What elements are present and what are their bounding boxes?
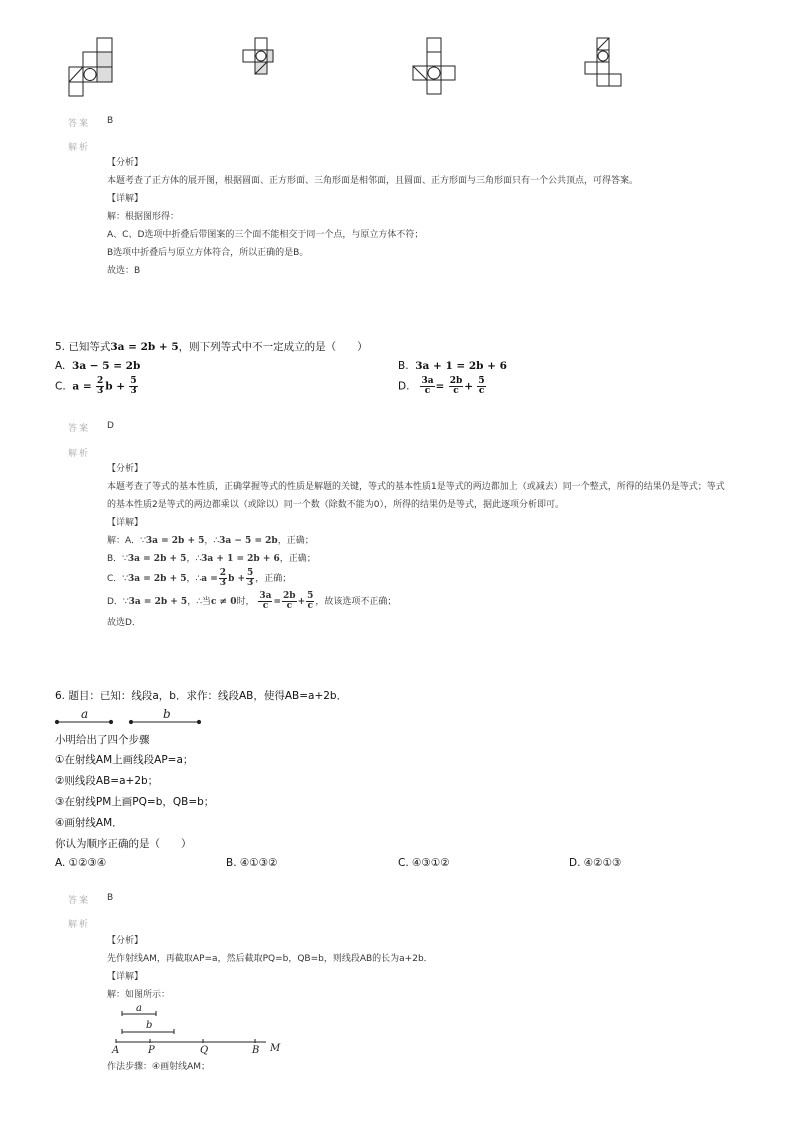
fenxi-text: 本题考查了正方体的展开图，根据圆面、正方形面、三角形面是相邻面，且圆面、正方形面与三角形面只有一个公共顶点，可得答案。 <box>107 176 639 186</box>
q6-step: ①在射线AM上画线段AP=a； <box>55 754 194 766</box>
q6-stem: 6. 题目：已知：线段a，b．求作：线段AB，使得AB=a+2b． <box>55 690 348 702</box>
solution-line-b: B．∵3a = 2b + 5，∴3a + 1 = 2b + 6，正确； <box>107 554 316 564</box>
cube-net-b <box>240 36 276 80</box>
solution-line: 故选：B <box>107 266 141 276</box>
fig-point-Q: Q <box>200 1045 209 1056</box>
segment-a-label: a <box>81 707 89 721</box>
q6-question: 你认为顺序正确的是（ ） <box>55 838 192 850</box>
q6-option-d[interactable]: D. ④②①③ <box>569 857 622 869</box>
fenxi-heading: 【分析】 <box>107 936 144 946</box>
conclusion: 故选D． <box>107 618 141 628</box>
solution-line: B选项中折叠后与原立方体符合，所以正确的是B。 <box>107 248 309 258</box>
solution-line-d: D．∵3a = 2b + 5，∴当c ≠ 0时， $\frac{3a}{c}$ = $\frac{2b}{c}$ + $\frac{5}{c}$ ，故该选项不正确； <box>107 591 397 611</box>
q6-last <box>107 1058 727 1076</box>
q6-option-c[interactable]: C. ④③①② <box>398 857 450 869</box>
fig-point-A: A <box>112 1045 120 1056</box>
fenxi-heading: 【分析】 <box>107 158 144 168</box>
analysis-label: 解析 <box>68 449 91 459</box>
xiangjie-heading: 【详解】 <box>107 972 144 982</box>
fenxi-heading: 【分析】 <box>107 464 144 474</box>
answer-value: B <box>107 116 114 126</box>
fig-label-a: a <box>136 1003 142 1014</box>
fenxi-text: 本题考查了等式的基本性质，正确掌握等式的性质是解题的关键，等式的基本性质1是等式的两边都加上（或减去）同一个整式，所得的结果仍是等式；等式的基本性质2是等式的两边都乘以（或除以）同一个数（除数不能为0），所得的结果仍是等式，据此逐项分析即可。 <box>107 482 725 510</box>
cube-net-a <box>66 36 116 98</box>
answer-value: B <box>107 893 114 903</box>
q6-option-a[interactable]: A. ①②③④ <box>55 857 107 869</box>
xiangjie-heading: 【详解】 <box>107 518 144 528</box>
segment-b-label: b <box>163 707 171 721</box>
q6-analysis <box>107 932 727 1004</box>
solution-line-c: C．∵3a = 2b + 5，∴a = $\frac{2}{3}$ b + $\frac{5}{3}$ ，正确； <box>107 568 292 588</box>
fig-point-P: P <box>148 1045 155 1056</box>
q5-option-c[interactable]: C. a = $\frac{2}{3}$ b + $\frac{5}{3}$ <box>55 376 137 396</box>
cube-net-c <box>409 36 459 98</box>
answer-label: 答案 <box>68 119 91 129</box>
segments-a-b <box>53 707 213 729</box>
q5-option-a[interactable]: A. 3a − 5 = 2b <box>55 360 141 372</box>
analysis-label: 解析 <box>68 920 91 930</box>
q4-analysis <box>107 154 727 280</box>
xiangjie-heading: 【详解】 <box>107 194 144 204</box>
cube-net-d <box>583 36 623 90</box>
q6-intro: 小明给出了四个步骤 <box>55 734 150 746</box>
answer-value: D <box>107 421 114 431</box>
solution-line: A、C、D选项中折叠后带图案的三个面不能相交于同一个点，与原立方体不符； <box>107 230 424 240</box>
analysis-label: 解析 <box>68 143 91 153</box>
fig-point-M: M <box>270 1043 281 1054</box>
q6-step: ③在射线PM上画PQ=b，QB=b； <box>55 796 215 808</box>
q5-option-d[interactable]: D. $\frac{3a}{c}$ = $\frac{2b}{c}$ + $\frac{5}{c}$ <box>398 376 485 396</box>
construction-figure <box>106 1002 296 1056</box>
answer-label: 答案 <box>68 896 91 906</box>
figure-intro: 解：如图所示： <box>107 990 171 1000</box>
solution-line: 解：根据图形得： <box>107 212 180 222</box>
q5-analysis <box>107 460 727 632</box>
answer-label: 答案 <box>68 424 91 434</box>
solution-line-a: 解：A．∵3a = 2b + 5，∴3a − 5 = 2b，正确； <box>107 536 314 546</box>
solution-line: 作法步骤：④画射线AM； <box>107 1062 210 1072</box>
q5-option-b[interactable]: B. 3a + 1 = 2b + 6 <box>398 360 507 372</box>
fig-label-b: b <box>146 1020 153 1031</box>
q6-step: ④画射线AM． <box>55 817 123 829</box>
fenxi-text: 先作射线AM，再截取AP=a，然后截取PQ=b，QB=b，则线段AB的长为a+2b． <box>107 954 433 964</box>
q6-option-b[interactable]: B. ④①③② <box>226 857 278 869</box>
q6-step: ②则线段AB=a+2b； <box>55 775 159 787</box>
fig-point-B: B <box>252 1045 260 1056</box>
q5-stem: 5. 已知等式3a = 2b + 5，则下列等式中不一定成立的是（ ） <box>55 341 368 353</box>
